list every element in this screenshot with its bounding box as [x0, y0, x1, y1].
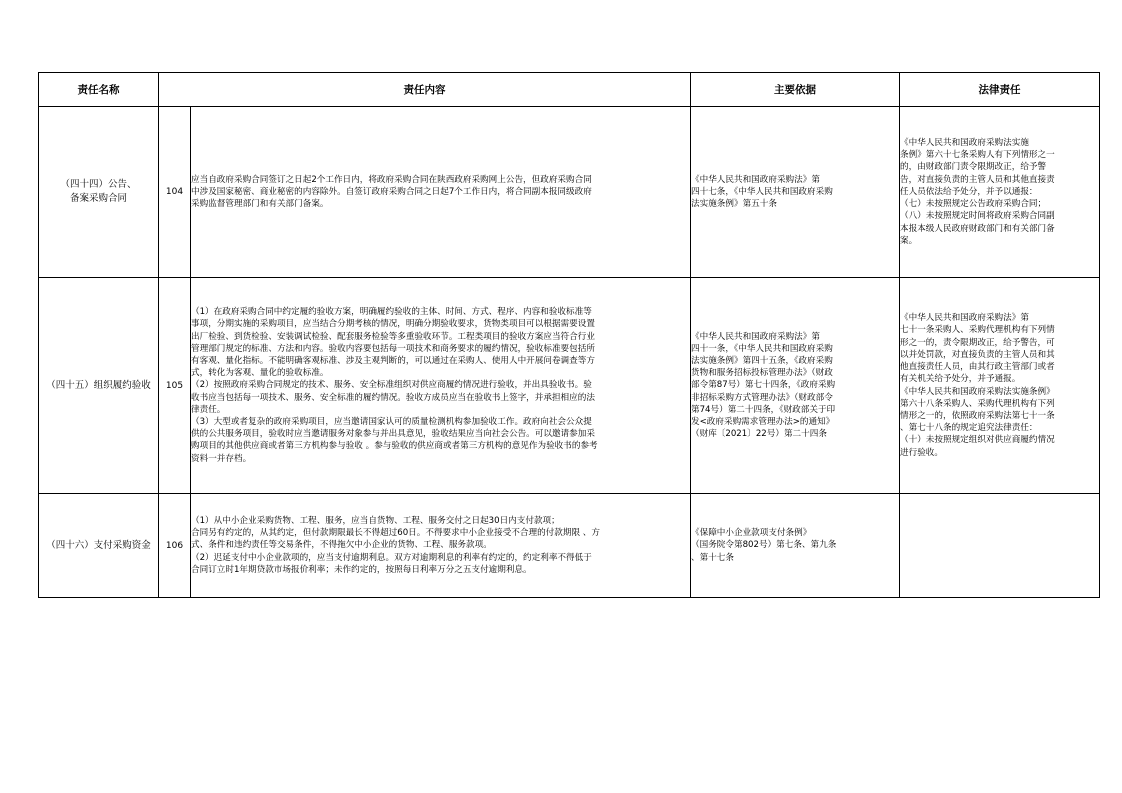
content-line: （1）在政府采购合同中约定履约验收方案，明确履约验收的主体、时间、方式、程序、内容和验收标准等 — [191, 307, 592, 318]
legal-liability-cell — [900, 494, 1100, 598]
liability-line: 形之一的，责令限期改正，给予警告，可 — [900, 337, 1055, 348]
basis-line: 《保障中小企业款项支付条例》 — [691, 528, 812, 539]
liability-line: 他直接责任人员，由其行政主管部门或者 — [900, 362, 1055, 373]
content-line: 有客观、量化指标。不能明确客观标准、涉及主观判断的，可以通过在采购人、使用人中开展问卷调查等方 — [191, 355, 595, 366]
basis-line: 部令第87号）第七十四条，《政府采购 — [691, 380, 836, 391]
legal-liability-cell — [900, 278, 1100, 494]
liability-line: 《中华人民共和国政府采购法实施条例》 — [900, 386, 1055, 397]
liability-line: 的，由财政部门责令限期改正，给予警 — [900, 162, 1047, 173]
liability-line: 进行验收。 — [900, 447, 943, 458]
content-line: （2）迟延支付中小企业款项的，应当支付逾期利息。双方对逾期利息的利率有约定的，约定利率不得低于 — [191, 552, 592, 563]
table-row — [39, 278, 1100, 494]
basis-line: （国务院令第802号）第七条、第九条 — [691, 540, 837, 551]
table-row — [39, 107, 1100, 278]
liability-line: 七十一条采购人、采购代理机构有下列情 — [900, 325, 1055, 336]
responsibility-content-cell — [191, 494, 691, 598]
responsibility-name-cell — [39, 107, 159, 278]
item-number: 105 — [159, 278, 191, 494]
content-line: 资料一并存档。 — [191, 453, 252, 464]
item-number: 104 — [159, 107, 191, 278]
name-line: 备案采购合同 — [69, 193, 127, 204]
content-line: 合同另有约定的，从其约定，但付款期限最长不得超过60日。不得要求中小企业接受不合理的付款期限 、方 — [191, 528, 600, 539]
main-basis-cell — [691, 494, 900, 598]
liability-line: 告，对直接负责的主管人员和其他直接责 — [900, 174, 1055, 185]
liability-line: （十）未按照规定组织对供应商履约情况 — [900, 435, 1055, 446]
content-line: 式、条件和违约责任等交易条件，不得拖欠中小企业的货物、工程、服务款项。 — [191, 540, 492, 551]
basis-line: 非招标采购方式管理办法》（财政部令 — [691, 392, 833, 403]
content-line: 事项，分期实施的采购项目，应当结合分期考核的情况，明确分期验收要求，货物类项目可以根据需要设置 — [191, 319, 595, 330]
basis-line: （财库〔2021〕22号）第二十四条 — [691, 429, 827, 440]
liability-line: 、第七十八条的规定追究法律责任： — [900, 423, 1038, 434]
basis-line: 、第十七条 — [691, 552, 734, 563]
basis-line: 《中华人民共和国政府采购法》第 — [691, 174, 820, 185]
name-line: （四十六）支付采购资金 — [46, 539, 151, 551]
liability-line: （八）未按照规定时间将政府采购合同副 — [900, 211, 1055, 222]
basis-line: 货物和服务招标投标管理办法》（财政 — [691, 368, 833, 379]
content-line: 应当自政府采购合同签订之日起2个工作日内，将政府采购合同在陕西政府采购网上公告，但政府采购合同 — [191, 174, 592, 185]
main-basis-cell — [691, 278, 900, 494]
table-row — [39, 494, 1100, 598]
content-line: 购项目的其他供应商或者第三方机构参与验收 。参与验收的供应商或者第三方机构的意见作为验收书的参考 — [191, 441, 598, 452]
liability-line: 第六十八条采购人、采购代理机构有下列 — [900, 398, 1055, 409]
content-line: （3）大型或者复杂的政府采购项目，应当邀请国家认可的质量检测机构参加验收工作。政府向社会公众提 — [191, 417, 592, 427]
header-responsibility-name: 责任名称 — [39, 73, 159, 107]
liability-line: 《中华人民共和国政府采购法》第 — [900, 313, 1029, 324]
liability-line: 本报本级人民政府财政部门和有关部门备 — [900, 223, 1055, 234]
liability-line: 《中华人民共和国政府采购法实施 — [900, 138, 1029, 149]
header-legal-liability: 法律责任 — [900, 73, 1100, 107]
liability-line: 情形之一的，依照政府采购法第七十一条 — [900, 410, 1055, 421]
basis-line: 四十一条，《中华人民共和国政府采购 — [691, 343, 833, 354]
main-basis-cell — [691, 107, 900, 278]
content-line: 出厂检验、到货检验、安装调试检验、配套服务检验等多重验收环节。工程类项目的验收方案应当符合行业 — [191, 331, 595, 342]
basis-line: 第74号）第二十四条，《财政部关于印 — [691, 404, 836, 415]
content-line: 供的公共服务项目，验收时应当邀请服务对象参与并出具意见，验收结果应当向社会公告。可以邀请参加采 — [191, 429, 595, 440]
responsibility-content-cell — [191, 107, 691, 278]
content-line: 律责任。 — [191, 404, 226, 415]
liability-line: 有关机关给予处分，并予通报。 — [900, 374, 1021, 385]
basis-line: 发<政府采购需求管理办法>的通知》 — [691, 417, 835, 427]
responsibility-table — [38, 72, 1100, 598]
legal-liability-cell — [900, 107, 1100, 278]
basis-line: 四十七条，《中华人民共和国政府采购 — [691, 186, 833, 197]
item-number: 106 — [159, 494, 191, 598]
liability-line: 任人员依法给予处分，并予以通报： — [900, 186, 1038, 197]
content-line: （2）按照政府采购合同规定的技术、服务、安全标准组织对供应商履约情况进行验收，并出具验收书。验 — [191, 380, 592, 391]
responsibility-name-cell — [39, 278, 159, 494]
liability-line: 条例》第六十七条采购人有下列情形之一 — [900, 150, 1055, 161]
content-line: 中涉及国家秘密、商业秘密的内容除外。自签订政府采购合同之日起7个工作日内，将合同副本报同级政府 — [191, 186, 592, 197]
content-line: （1）从中小企业采购货物、工程、服务，应当自货物、工程、服务交付之日起30日内支付款项； — [191, 515, 560, 526]
content-line: 式，转化为客观、量化的验收标准。 — [191, 368, 329, 379]
name-line: （四十五）组织履约验收 — [46, 379, 151, 391]
basis-line: 《中华人民共和国政府采购法》第 — [691, 331, 820, 342]
header-responsibility-content: 责任内容 — [159, 73, 691, 107]
liability-line: 案。 — [900, 235, 918, 246]
table-header-row — [39, 73, 1100, 107]
content-line: 采购监督管理部门和有关部门备案。 — [191, 199, 329, 210]
name-line: （四十四）公告、 — [60, 179, 137, 190]
header-main-basis: 主要依据 — [691, 73, 900, 107]
responsibility-content-cell — [191, 278, 691, 494]
liability-line: 以并处罚款，对直接负责的主管人员和其 — [900, 349, 1055, 360]
responsibility-name-cell — [39, 494, 159, 598]
liability-line: （七）未按照规定公告政府采购合同； — [900, 199, 1047, 210]
content-line: 管理部门规定的标准、方法和内容。验收内容要包括每一项技术和商务要求的履约情况，验收标准要包括所 — [191, 343, 595, 354]
content-line: 收书应当包括每一项技术、服务、安全标准的履约情况。验收方成员应当在验收书上签字，并承担相应的法 — [191, 392, 595, 403]
basis-line: 法实施条例》第四十五条，《政府采购 — [691, 355, 833, 366]
basis-line: 法实施条例》第五十条 — [691, 199, 777, 210]
content-line: 合同订立时1年期贷款市场报价利率；未作约定的，按照每日利率万分之五支付逾期利息。 — [191, 564, 532, 575]
